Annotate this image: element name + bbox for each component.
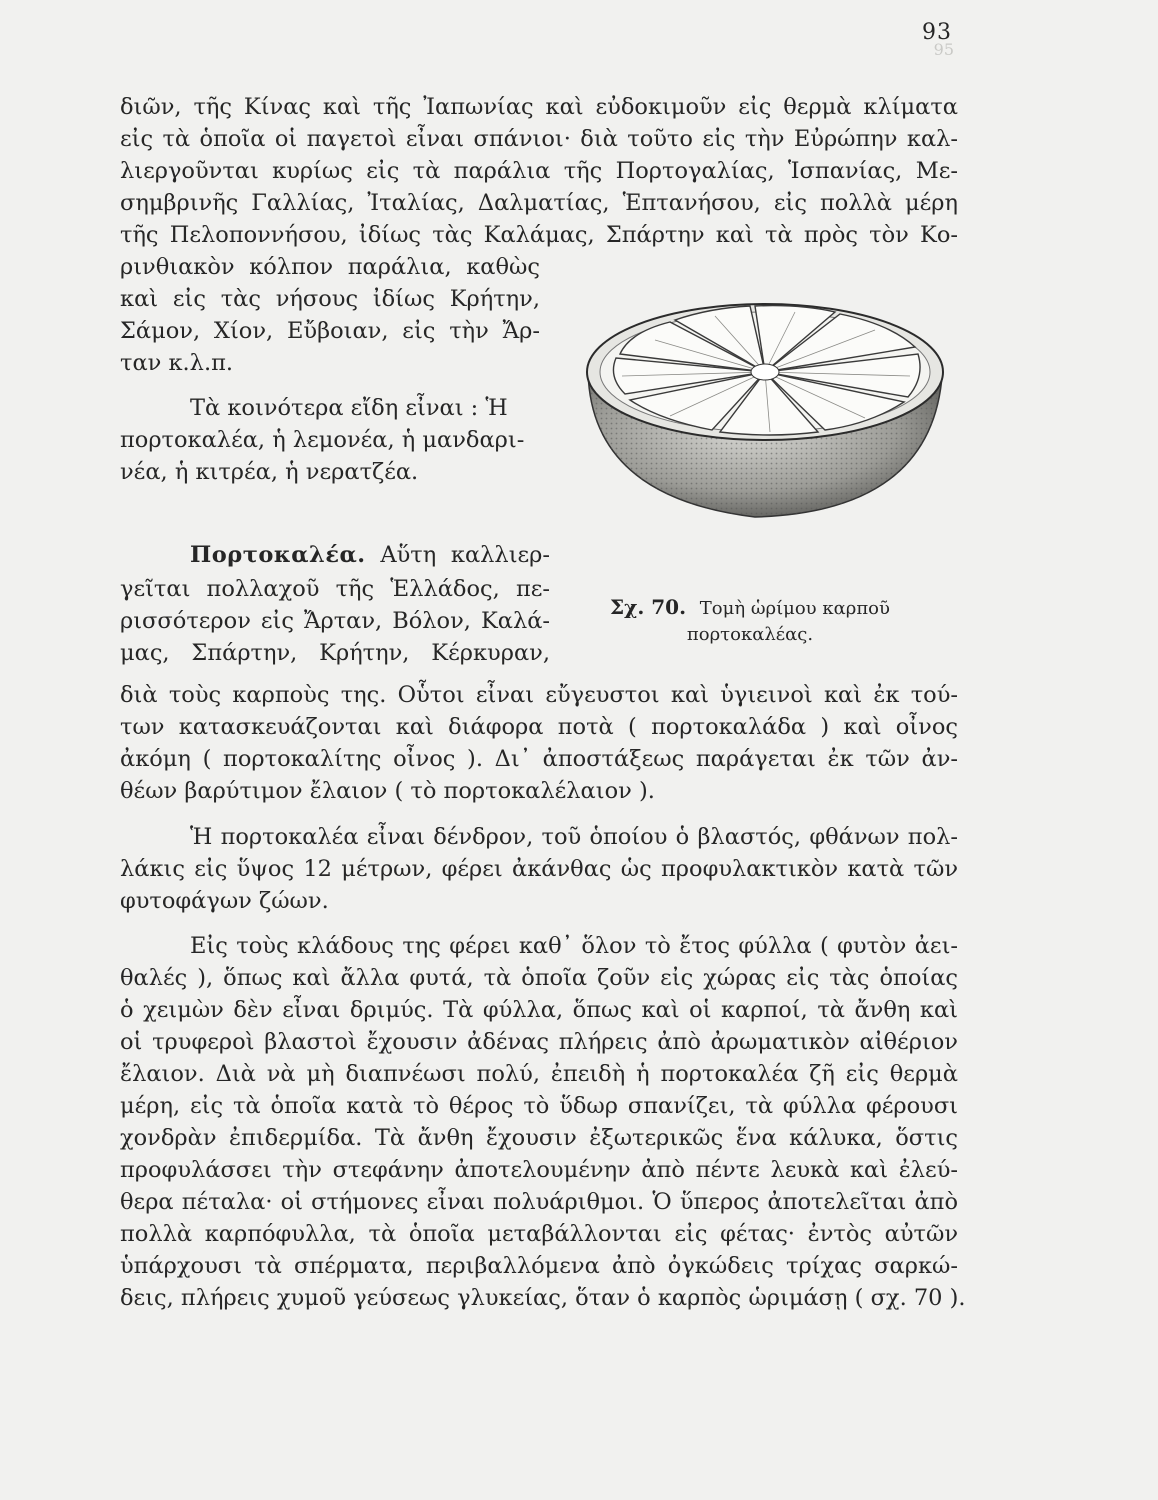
text-line: δεις, πλήρεις χυμοῦ γεύσεως γλυκείας, ὅταν ὁ καρπὸς ὡριμάσῃ ( σχ. 70 ). [120, 1285, 966, 1311]
text-line: θερα πέταλα· οἱ στήμονες εἶναι πολυάριθμοι. Ὁ ὕπερος ἀποτελεῖται ἀπὸ [120, 1189, 958, 1215]
text-line: διῶν, τῆς Κίνας καὶ τῆς Ἰαπωνίας καὶ εὐδοκιμοῦν εἰς θερμὰ κλίματα [120, 94, 958, 120]
orange-half-illustration [570, 292, 950, 532]
section-heading-rest: Αὕτη καλλιερ- [380, 542, 550, 568]
text-line: ρινθιακὸν κόλπον παράλια, καθὼς [120, 254, 540, 280]
figure-caption [585, 594, 915, 648]
text-line: καὶ εἰς τὰς νήσους ἰδίως Κρήτην, [120, 286, 540, 312]
text-line: ἀκόμη ( πορτοκαλίτης οἶνος ). Δι᾿ ἀποστάξεως παράγεται ἐκ τῶν ἀν- [120, 746, 958, 772]
caption-line-1: Τομὴ ὡρίμου καρποῦ [699, 598, 890, 619]
text-line: νέα, ἡ κιτρέα, ἡ νερατζέα. [120, 459, 419, 485]
text-line: σημβρινῆς Γαλλίας, Ἰταλίας, Δαλματίας, Ἑπτανήσου, εἰς πολλὰ μέρη [120, 190, 958, 216]
text-line: ἔλαιον. Διὰ νὰ μὴ διαπνέωσι πολύ, ἐπειδὴ ἡ πορτοκαλέα ζῆ εἰς θερμὰ [120, 1061, 958, 1087]
text-line: μας, Σπάρτην, Κρήτην, Κέρκυραν, [120, 640, 550, 666]
text-line: γεῖται πολλαχοῦ τῆς Ἑλλάδος, πε- [120, 576, 550, 602]
text-line: διὰ τοὺς καρποὺς της. Οὗτοι εἶναι εὔγευστοι καὶ ὑγιεινοὶ καὶ ἐκ τού- [120, 682, 958, 708]
text-line: μέρη, εἰς τὰ ὁποῖα κατὰ τὸ θέρος τὸ ὕδωρ σπανίζει, τὰ φύλλα φέρουσι [120, 1093, 958, 1119]
page-number-ghost: 95 [933, 40, 954, 59]
text-line: θαλές ), ὅπως καὶ ἄλλα φυτά, τὰ ὁποῖα ζοῦν εἰς χώρας εἰς τὰς ὁποίας [120, 965, 958, 991]
section-heading: Πορτοκαλέα. [190, 542, 366, 568]
text-line: των κατασκευάζονται καὶ διάφορα ποτὰ ( πορτοκαλάδα ) καὶ οἶνος [120, 714, 958, 740]
figure-label: Σχ. 70. [610, 595, 687, 619]
text-line: Σάμον, Χίον, Εὔβοιαν, εἰς τὴν Ἄρ- [120, 318, 540, 344]
text-line: λιεργοῦνται κυρίως εἰς τὰ παράλια τῆς Πορτογαλίας, Ἱσπανίας, Με- [120, 158, 958, 184]
text-line: Τὰ κοινότερα εἴδη εἶναι : Ἡ [190, 395, 508, 421]
text-line: ταν κ.λ.π. [120, 350, 234, 376]
text-line: οἱ τρυφεροὶ βλαστοὶ ἔχουσιν ἀδένας πλήρεις ἀπὸ ἀρωματικὸν αἰθέριον [120, 1029, 958, 1055]
text-line: ρισσότερον εἰς Ἄρταν, Βόλον, Καλά- [120, 608, 550, 634]
text-line: εἰς τὰ ὁποῖα οἱ παγετοὶ εἶναι σπάνιοι· διὰ τοῦτο εἰς τὴν Εὐρώπην καλ- [120, 126, 958, 152]
text-line: Εἰς τοὺς κλάδους της φέρει καθ᾿ ὅλον τὸ ἔτος φύλλα ( φυτὸν ἀει- [190, 933, 958, 959]
text-line: χονδρὰν ἐπιδερμίδα. Τὰ ἄνθη ἔχουσιν ἐξωτερικῶς ἕνα κάλυκα, ὅστις [120, 1125, 958, 1151]
text-line: ὑπάρχουσι τὰ σπέρματα, περιβαλλόμενα ἀπὸ ὀγκώδεις τρίχας σαρκώ- [120, 1253, 958, 1279]
text-line: προφυλάσσει τὴν στεφάνην ἀποτελουμένην ἀπὸ πέντε λευκὰ καὶ ἐλεύ- [120, 1157, 958, 1183]
section-heading-line [190, 540, 550, 570]
text-line: πορτοκαλέα, ἡ λεμονέα, ἡ μανδαρι- [120, 427, 525, 453]
text-line: πολλὰ καρπόφυλλα, τὰ ὁποῖα μεταβάλλονται εἰς φέτας· ἐντὸς αὐτῶν [120, 1221, 958, 1247]
text-line: ὁ χειμὼν δὲν εἶναι δριμύς. Τὰ φύλλα, ὅπως καὶ οἱ καρποί, τὰ ἄνθη καὶ [120, 997, 958, 1023]
text-line: θέων βαρύτιμον ἔλαιον ( τὸ πορτοκαλέλαιον ). [120, 778, 655, 804]
text-line: λάκις εἰς ὕψος 12 μέτρων, φέρει ἀκάνθας ὡς προφυλακτικὸν κατὰ τῶν [120, 856, 958, 882]
caption-line-2: πορτοκαλέας. [686, 624, 814, 645]
text-line: τῆς Πελοποννήσου, ἰδίως τὰς Καλάμας, Σπάρτην καὶ τὰ πρὸς τὸν Κο- [120, 222, 958, 248]
text-line: φυτοφάγων ζώων. [120, 888, 329, 914]
text-line: Ἡ πορτοκαλέα εἶναι δένδρον, τοῦ ὁποίου ὁ βλαστός, φθάνων πολ- [190, 824, 958, 850]
orange-half-svg [570, 292, 950, 532]
page-number: 93 [922, 20, 952, 45]
